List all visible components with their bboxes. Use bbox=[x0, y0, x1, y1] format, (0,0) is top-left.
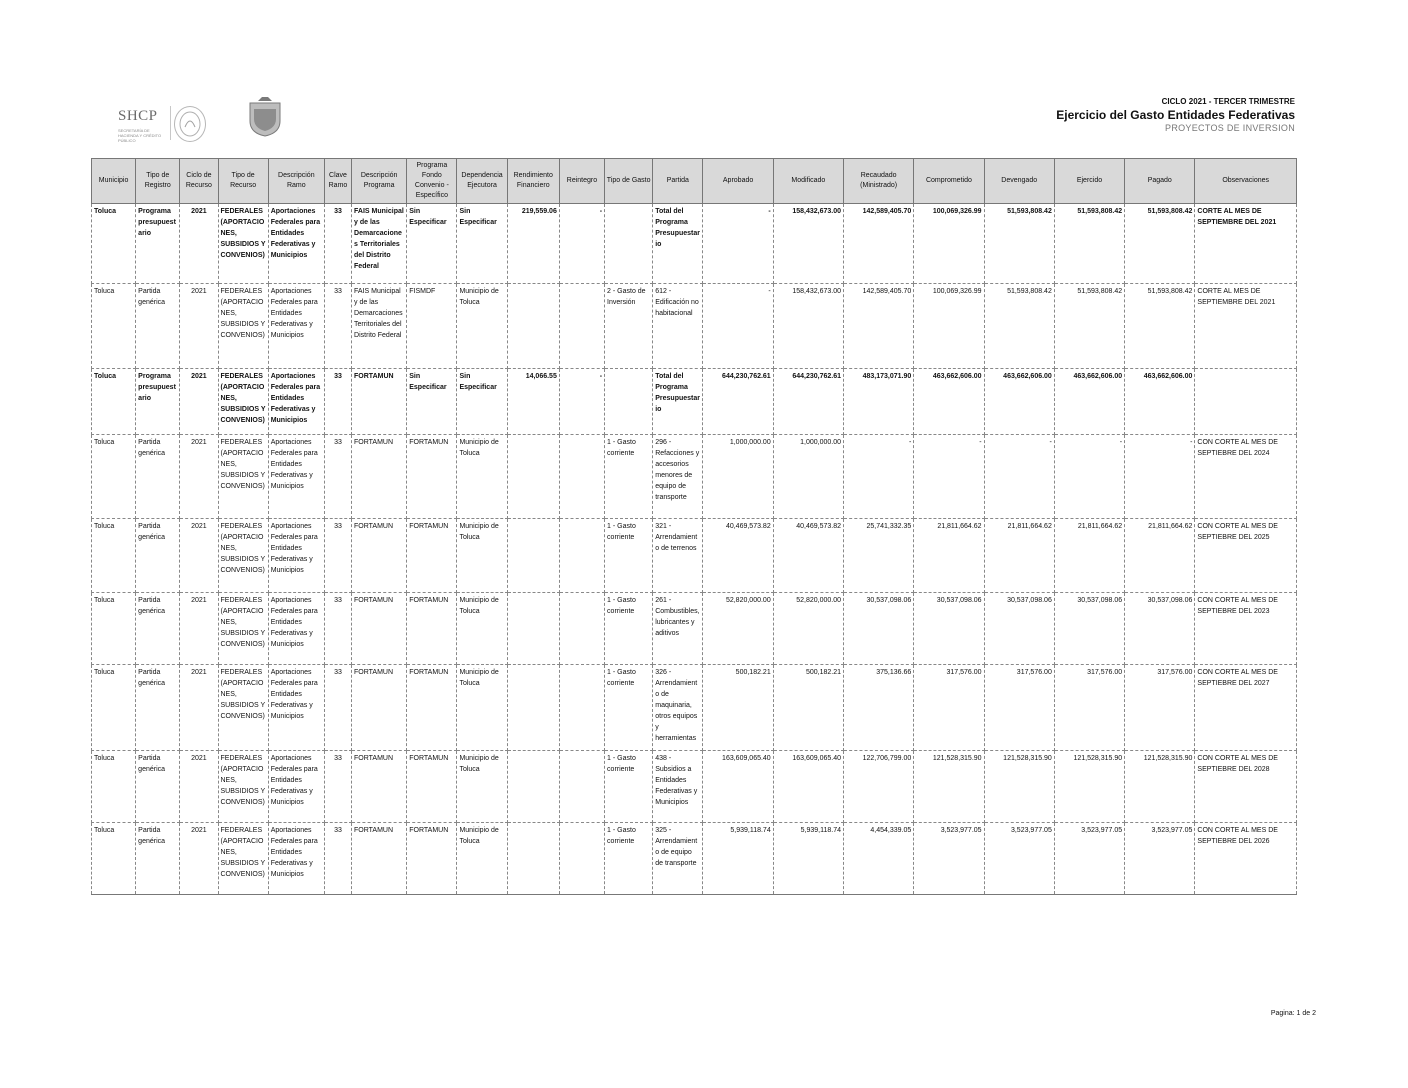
table-row bbox=[92, 665, 1297, 751]
page-number: Pagina: 1 de 2 bbox=[1270, 1010, 1316, 1017]
table-cell: 142,589,405.70 bbox=[844, 284, 914, 369]
table-cell: 5,939,118.74 bbox=[773, 823, 843, 895]
table-cell: Partida genérica bbox=[136, 284, 180, 369]
table-cell: 30,537,098.06 bbox=[914, 593, 984, 665]
column-header: Tipo de Recurso bbox=[218, 159, 268, 204]
table-cell: Aportaciones Federales para Entidades Federativas y Municipios bbox=[268, 369, 324, 435]
report-cycle: CICLO 2021 - TERCER TRIMESTRE bbox=[1161, 97, 1295, 106]
table-cell: 1 - Gasto corriente bbox=[605, 751, 653, 823]
national-seal-icon bbox=[174, 106, 206, 142]
table-cell: 2021 bbox=[180, 823, 218, 895]
table-cell: 1 - Gasto corriente bbox=[605, 665, 653, 751]
table-cell: Toluca bbox=[92, 593, 136, 665]
table-cell: FORTAMUN bbox=[352, 593, 407, 665]
table-row bbox=[92, 593, 1297, 665]
table-cell: Programa presupuestario bbox=[136, 204, 180, 284]
table-cell: Toluca bbox=[92, 665, 136, 751]
table-cell: 33 bbox=[324, 593, 351, 665]
table-cell: 122,706,799.00 bbox=[844, 751, 914, 823]
table-cell: 51,593,808.42 bbox=[1125, 284, 1195, 369]
table-cell: Toluca bbox=[92, 435, 136, 519]
table-cell: 121,528,315.90 bbox=[914, 751, 984, 823]
table-cell: Sin Especificar bbox=[457, 369, 507, 435]
table-cell: 317,576.00 bbox=[984, 665, 1054, 751]
column-header: Modificado bbox=[773, 159, 843, 204]
column-header: Descripción Programa bbox=[352, 159, 407, 204]
table-cell: Aportaciones Federales para Entidades Federativas y Municipios bbox=[268, 435, 324, 519]
table-cell: 317,576.00 bbox=[914, 665, 984, 751]
table-cell: 1,000,000.00 bbox=[773, 435, 843, 519]
table-cell: Municipio de Toluca bbox=[457, 593, 507, 665]
table-cell: 1 - Gasto corriente bbox=[605, 435, 653, 519]
table-cell: CON CORTE AL MES DE SEPTIEBRE DEL 2027 bbox=[1195, 665, 1297, 751]
table-cell bbox=[559, 593, 604, 665]
table-cell: 30,537,098.06 bbox=[1125, 593, 1195, 665]
table-cell: 317,576.00 bbox=[1054, 665, 1124, 751]
table-cell bbox=[507, 593, 559, 665]
table-cell: 33 bbox=[324, 284, 351, 369]
table-cell: 30,537,098.06 bbox=[984, 593, 1054, 665]
table-cell: 158,432,673.00 bbox=[773, 284, 843, 369]
table-row bbox=[92, 204, 1297, 284]
table-cell: FORTAMUN bbox=[352, 369, 407, 435]
column-header: Aprobado bbox=[703, 159, 773, 204]
table-cell: 51,593,808.42 bbox=[984, 284, 1054, 369]
table-cell: 33 bbox=[324, 823, 351, 895]
table-cell: 644,230,762.61 bbox=[703, 369, 773, 435]
table-cell: Partida genérica bbox=[136, 593, 180, 665]
table-cell: 3,523,977.05 bbox=[1125, 823, 1195, 895]
table-row bbox=[92, 369, 1297, 435]
table-cell: FORTAMUN bbox=[352, 519, 407, 593]
table-cell: 500,182.21 bbox=[703, 665, 773, 751]
table-cell: 463,662,606.00 bbox=[1125, 369, 1195, 435]
table-cell bbox=[559, 751, 604, 823]
table-cell: 612 - Edificación no habitacional bbox=[653, 284, 703, 369]
table-cell: CON CORTE AL MES DE SEPTIEBRE DEL 2024 bbox=[1195, 435, 1297, 519]
table-cell: Municipio de Toluca bbox=[457, 519, 507, 593]
table-cell: 25,741,332.35 bbox=[844, 519, 914, 593]
table-cell: 3,523,977.05 bbox=[984, 823, 1054, 895]
table-row bbox=[92, 435, 1297, 519]
table-cell: 261 - Combustibles, lubricantes y aditivos bbox=[653, 593, 703, 665]
table-cell bbox=[559, 823, 604, 895]
table-cell: 33 bbox=[324, 435, 351, 519]
table-cell: 2021 bbox=[180, 204, 218, 284]
column-header: Recaudado (Ministrado) bbox=[844, 159, 914, 204]
table-cell: FEDERALES (APORTACIONES, SUBSIDIOS Y CONVENIOS) bbox=[218, 823, 268, 895]
table-cell: CON CORTE AL MES DE SEPTIEBRE DEL 2023 bbox=[1195, 593, 1297, 665]
table-cell: Toluca bbox=[92, 823, 136, 895]
table-cell: Toluca bbox=[92, 284, 136, 369]
column-header: Programa Fondo Convenio - Específico bbox=[407, 159, 457, 204]
table-cell: FISMDF bbox=[407, 284, 457, 369]
table-cell: - bbox=[559, 204, 604, 284]
column-header: Ejercido bbox=[1054, 159, 1124, 204]
table-cell: 463,662,606.00 bbox=[1054, 369, 1124, 435]
table-cell bbox=[559, 435, 604, 519]
table-cell: 121,528,315.90 bbox=[1125, 751, 1195, 823]
table-cell bbox=[605, 204, 653, 284]
table-cell: Programa presupuestario bbox=[136, 369, 180, 435]
table-cell: Partida genérica bbox=[136, 435, 180, 519]
column-header: Ciclo de Recurso bbox=[180, 159, 218, 204]
table-cell: Partida genérica bbox=[136, 751, 180, 823]
table-row bbox=[92, 823, 1297, 895]
column-header: Tipo de Gasto bbox=[605, 159, 653, 204]
table-cell: 463,662,606.00 bbox=[914, 369, 984, 435]
table-cell: Aportaciones Federales para Entidades Federativas y Municipios bbox=[268, 519, 324, 593]
table-cell: FAIS Municipal y de las Demarcaciones Territoriales del Distrito Federal bbox=[352, 204, 407, 284]
column-header: Devengado bbox=[984, 159, 1054, 204]
table-cell: Partida genérica bbox=[136, 665, 180, 751]
table-cell: Toluca bbox=[92, 751, 136, 823]
table-row bbox=[92, 751, 1297, 823]
table-cell: 2021 bbox=[180, 665, 218, 751]
table-cell bbox=[559, 519, 604, 593]
table-cell bbox=[559, 665, 604, 751]
table-cell: 14,066.55 bbox=[507, 369, 559, 435]
table-cell: 40,469,573.82 bbox=[773, 519, 843, 593]
table-cell: Toluca bbox=[92, 204, 136, 284]
table-cell: Aportaciones Federales para Entidades Federativas y Municipios bbox=[268, 593, 324, 665]
table-cell: 100,069,326.99 bbox=[914, 284, 984, 369]
table-cell: 33 bbox=[324, 665, 351, 751]
table-cell: 40,469,573.82 bbox=[703, 519, 773, 593]
table-cell: 163,609,065.40 bbox=[703, 751, 773, 823]
table-cell: FORTAMUN bbox=[407, 435, 457, 519]
table-cell: 52,820,000.00 bbox=[773, 593, 843, 665]
table-cell: 33 bbox=[324, 369, 351, 435]
table-cell bbox=[507, 823, 559, 895]
table-cell: Sin Especificar bbox=[407, 204, 457, 284]
table-cell: Aportaciones Federales para Entidades Federativas y Municipios bbox=[268, 204, 324, 284]
table-cell: FORTAMUN bbox=[407, 751, 457, 823]
column-header: Tipo de Registro bbox=[136, 159, 180, 204]
table-cell: Sin Especificar bbox=[407, 369, 457, 435]
table-cell: 326 - Arrendamiento de maquinaria, otros equipos y herramientas bbox=[653, 665, 703, 751]
table-cell: FEDERALES (APORTACIONES, SUBSIDIOS Y CONVENIOS) bbox=[218, 751, 268, 823]
table-cell: 644,230,762.61 bbox=[773, 369, 843, 435]
table-cell: Aportaciones Federales para Entidades Federativas y Municipios bbox=[268, 751, 324, 823]
table-cell: 2021 bbox=[180, 369, 218, 435]
table-cell: CON CORTE AL MES DE SEPTIEBRE DEL 2025 bbox=[1195, 519, 1297, 593]
table-cell: 463,662,606.00 bbox=[984, 369, 1054, 435]
estado-de-mexico-emblem-icon bbox=[246, 97, 284, 137]
column-header: Rendimiento Financiero bbox=[507, 159, 559, 204]
table-cell: 21,811,664.62 bbox=[914, 519, 984, 593]
table-cell: 100,069,326.99 bbox=[914, 204, 984, 284]
table-cell: 2021 bbox=[180, 284, 218, 369]
table-cell: FEDERALES (APORTACIONES, SUBSIDIOS Y CONVENIOS) bbox=[218, 435, 268, 519]
table-cell bbox=[507, 435, 559, 519]
table-cell: 1 - Gasto corriente bbox=[605, 519, 653, 593]
table-cell bbox=[507, 519, 559, 593]
table-cell: Municipio de Toluca bbox=[457, 823, 507, 895]
logo-divider bbox=[170, 106, 171, 140]
table-cell bbox=[507, 665, 559, 751]
table-cell: Total del Programa Presupuestario bbox=[653, 369, 703, 435]
table-cell: FORTAMUN bbox=[407, 823, 457, 895]
column-header: Pagado bbox=[1125, 159, 1195, 204]
report-subtitle: PROYECTOS DE INVERSION bbox=[1165, 123, 1295, 133]
table-cell: 2021 bbox=[180, 751, 218, 823]
table-cell: 33 bbox=[324, 204, 351, 284]
table-cell: 219,559.06 bbox=[507, 204, 559, 284]
table-cell: Municipio de Toluca bbox=[457, 751, 507, 823]
investment-projects-table bbox=[91, 158, 1297, 895]
table-cell: 21,811,664.62 bbox=[1054, 519, 1124, 593]
table-cell: CORTE AL MES DE SEPTIEMBRE DEL 2021 bbox=[1195, 204, 1297, 284]
table-cell: 375,136.66 bbox=[844, 665, 914, 751]
table-cell bbox=[507, 751, 559, 823]
table-cell: 296 - Refacciones y accesorios menores de equipo de transporte bbox=[653, 435, 703, 519]
table-cell: 3,523,977.05 bbox=[1054, 823, 1124, 895]
table-cell: Sin Especificar bbox=[457, 204, 507, 284]
table-cell: Aportaciones Federales para Entidades Federativas y Municipios bbox=[268, 284, 324, 369]
table-cell: 500,182.21 bbox=[773, 665, 843, 751]
table-cell: - bbox=[703, 284, 773, 369]
table-cell: 2021 bbox=[180, 519, 218, 593]
table-cell: 121,528,315.90 bbox=[984, 751, 1054, 823]
table-cell: - bbox=[844, 435, 914, 519]
shcp-logo-subtext: SECRETARÍA DE HACIENDA Y CRÉDITO PÚBLICO bbox=[118, 128, 162, 143]
table-cell: 5,939,118.74 bbox=[703, 823, 773, 895]
column-header: Reintegro bbox=[559, 159, 604, 204]
table-cell: FORTAMUN bbox=[352, 435, 407, 519]
column-header: Partida bbox=[653, 159, 703, 204]
table-cell: 2021 bbox=[180, 435, 218, 519]
table-cell: 2021 bbox=[180, 593, 218, 665]
column-header: Descripción Ramo bbox=[268, 159, 324, 204]
table-cell: - bbox=[914, 435, 984, 519]
table-cell: FEDERALES (APORTACIONES, SUBSIDIOS Y CONVENIOS) bbox=[218, 593, 268, 665]
table-cell: CON CORTE AL MES DE SEPTIEBRE DEL 2028 bbox=[1195, 751, 1297, 823]
table-cell: - bbox=[1125, 435, 1195, 519]
table-cell: FEDERALES (APORTACIONES, SUBSIDIOS Y CONVENIOS) bbox=[218, 204, 268, 284]
table-cell: FEDERALES (APORTACIONES, SUBSIDIOS Y CONVENIOS) bbox=[218, 519, 268, 593]
table-cell: Aportaciones Federales para Entidades Federativas y Municipios bbox=[268, 665, 324, 751]
table-cell: Municipio de Toluca bbox=[457, 435, 507, 519]
shcp-logo bbox=[110, 104, 210, 144]
table-cell: Partida genérica bbox=[136, 823, 180, 895]
table-cell: FORTAMUN bbox=[352, 665, 407, 751]
table-cell: Aportaciones Federales para Entidades Federativas y Municipios bbox=[268, 823, 324, 895]
table-cell: 30,537,098.06 bbox=[844, 593, 914, 665]
column-header: Dependencia Ejecutora bbox=[457, 159, 507, 204]
table-cell bbox=[1195, 369, 1297, 435]
table-cell: FORTAMUN bbox=[352, 823, 407, 895]
column-header: Municipio bbox=[92, 159, 136, 204]
table-cell: Municipio de Toluca bbox=[457, 284, 507, 369]
table-cell: 1,000,000.00 bbox=[703, 435, 773, 519]
table-cell: 317,576.00 bbox=[1125, 665, 1195, 751]
table-row bbox=[92, 284, 1297, 369]
table-cell: FAIS Municipal y de las Demarcaciones Territoriales del Distrito Federal bbox=[352, 284, 407, 369]
table-cell: FEDERALES (APORTACIONES, SUBSIDIOS Y CONVENIOS) bbox=[218, 284, 268, 369]
table-cell: 52,820,000.00 bbox=[703, 593, 773, 665]
column-header: Clave Ramo bbox=[324, 159, 351, 204]
table-cell: FORTAMUN bbox=[407, 519, 457, 593]
table-cell: 121,528,315.90 bbox=[1054, 751, 1124, 823]
table-cell: 51,593,808.42 bbox=[1054, 284, 1124, 369]
table-cell: 33 bbox=[324, 751, 351, 823]
table-cell: 2 - Gasto de Inversión bbox=[605, 284, 653, 369]
table-cell: CON CORTE AL MES DE SEPTIEBRE DEL 2026 bbox=[1195, 823, 1297, 895]
table-cell: 1 - Gasto corriente bbox=[605, 593, 653, 665]
table-cell: FORTAMUN bbox=[407, 593, 457, 665]
table-cell bbox=[507, 284, 559, 369]
table-cell: Municipio de Toluca bbox=[457, 665, 507, 751]
table-cell: FORTAMUN bbox=[352, 751, 407, 823]
table-cell: 1 - Gasto corriente bbox=[605, 823, 653, 895]
table-cell bbox=[559, 284, 604, 369]
table-cell: 33 bbox=[324, 519, 351, 593]
table-cell: - bbox=[1054, 435, 1124, 519]
table-cell: 483,173,071.90 bbox=[844, 369, 914, 435]
table-cell: Total del Programa Presupuestario bbox=[653, 204, 703, 284]
report-header bbox=[1056, 97, 1295, 133]
column-header: Comprometido bbox=[914, 159, 984, 204]
table-row bbox=[92, 519, 1297, 593]
table-cell: 142,589,405.70 bbox=[844, 204, 914, 284]
table-cell: - bbox=[984, 435, 1054, 519]
table-cell: - bbox=[559, 369, 604, 435]
table-cell: Partida genérica bbox=[136, 519, 180, 593]
table-cell: 438 - Subsidios a Entidades Federativas y Municipios bbox=[653, 751, 703, 823]
table-cell: 21,811,664.62 bbox=[1125, 519, 1195, 593]
table-cell: 325 - Arrendamiento de equipo de transporte bbox=[653, 823, 703, 895]
table-cell: 51,593,808.42 bbox=[984, 204, 1054, 284]
table-cell: 163,609,065.40 bbox=[773, 751, 843, 823]
table-cell: - bbox=[703, 204, 773, 284]
table-cell: 21,811,664.62 bbox=[984, 519, 1054, 593]
table-cell: FEDERALES (APORTACIONES, SUBSIDIOS Y CONVENIOS) bbox=[218, 665, 268, 751]
table-cell: CORTE AL MES DE SEPTIEMBRE DEL 2021 bbox=[1195, 284, 1297, 369]
table-cell: 4,454,339.05 bbox=[844, 823, 914, 895]
table-cell: 51,593,808.42 bbox=[1125, 204, 1195, 284]
table-cell: 30,537,098.06 bbox=[1054, 593, 1124, 665]
table-cell: 321 - Arrendamiento de terrenos bbox=[653, 519, 703, 593]
report-title: Ejercicio del Gasto Entidades Federativas bbox=[1056, 108, 1295, 122]
table-cell bbox=[605, 369, 653, 435]
table-cell: 51,593,808.42 bbox=[1054, 204, 1124, 284]
table-cell: 3,523,977.05 bbox=[914, 823, 984, 895]
table-cell: Toluca bbox=[92, 369, 136, 435]
table-cell: FORTAMUN bbox=[407, 665, 457, 751]
column-header: Observaciones bbox=[1195, 159, 1297, 204]
table-header-row bbox=[92, 159, 1297, 204]
shcp-logo-text: SHCP bbox=[118, 108, 158, 124]
table-cell: FEDERALES (APORTACIONES, SUBSIDIOS Y CONVENIOS) bbox=[218, 369, 268, 435]
table-cell: Toluca bbox=[92, 519, 136, 593]
table-cell: 158,432,673.00 bbox=[773, 204, 843, 284]
